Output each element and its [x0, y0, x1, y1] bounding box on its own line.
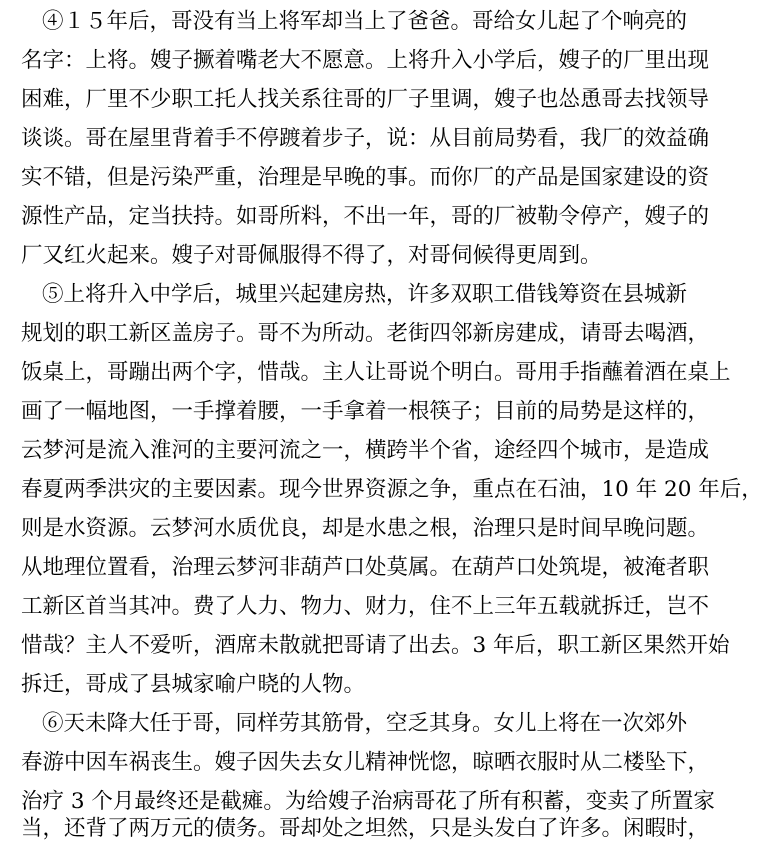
- text-line: ④１５年后，哥没有当上将军却当上了爸爸。哥给女儿起了个响亮的: [42, 9, 688, 34]
- text-line: 当，还背了两万元的债务。哥却处之坦然，只是头发白了许多。闲暇时，: [21, 816, 710, 841]
- text-line: 源性产品，定当扶持。如哥所料，不出一年，哥的厂被勒令停产，嫂子的: [21, 204, 710, 229]
- text-line: 则是水资源。云梦河水质优良，却是水患之根，治理只是时间早晚问题。: [21, 516, 710, 541]
- text-line: 实不错，但是污染严重，治理是早晚的事。而你厂的产品是国家建设的资: [21, 165, 710, 190]
- text-line: 治疗 3 个月最终还是截瘫。为给嫂子治病哥花了所有积蓄，变卖了所置家: [21, 789, 715, 814]
- text-line: 规划的职工新区盖房子。哥不为所动。老街四邻新房建成，请哥去喝酒，: [21, 321, 710, 346]
- text-line: 工新区首当其冲。费了人力、物力、财力，住不上三年五载就拆迁，岂不: [21, 594, 710, 619]
- text-line: 春游中因车祸丧生。嫂子因失去女儿精神恍惚，晾晒衣服时从二楼坠下，: [21, 750, 710, 775]
- text-line: 饭桌上，哥蹦出两个字，惜哉。主人让哥说个明白。哥用手指蘸着酒在桌上: [21, 360, 731, 385]
- text-line: 从地理位置看，治理云梦河非葫芦口处莫属。在葫芦口处筑堤，被淹者职: [21, 555, 710, 580]
- text-line: 拆迁，哥成了县城家喻户晓的人物。: [21, 672, 366, 697]
- text-line: 画了一幅地图，一手撑着腰，一手拿着一根筷子；目前的局势是这样的，: [21, 399, 710, 424]
- text-line: ⑥天未降大任于哥，同样劳其筋骨，空乏其身。女儿上将在一次郊外: [42, 711, 688, 736]
- text-line: 厂又红火起来。嫂子对哥佩服得不得了，对哥伺候得更周到。: [21, 243, 602, 268]
- text-line: 惜哉？主人不爱听，酒席未散就把哥请了出去。3 年后，职工新区果然开始: [21, 633, 730, 658]
- text-line: 春夏两季洪灾的主要因素。现今世界资源之争，重点在石油，10 年 20 年后，: [21, 477, 763, 502]
- text-line: 谈谈。哥在屋里背着手不停踱着步子，说：从目前局势看，我厂的效益确: [21, 126, 710, 151]
- text-line: 困难，厂里不少职工托人找关系往哥的厂子里调，嫂子也怂恿哥去找领导: [21, 87, 710, 112]
- text-line: 名字：上将。嫂子撅着嘴老大不愿意。上将升入小学后，嫂子的厂里出现: [21, 48, 710, 73]
- text-line: 云梦河是流入淮河的主要河流之一，横跨半个省，途经四个城市，是造成: [21, 438, 710, 463]
- text-line: ⑤上将升入中学后，城里兴起建房热，许多双职工借钱筹资在县城新: [42, 282, 688, 307]
